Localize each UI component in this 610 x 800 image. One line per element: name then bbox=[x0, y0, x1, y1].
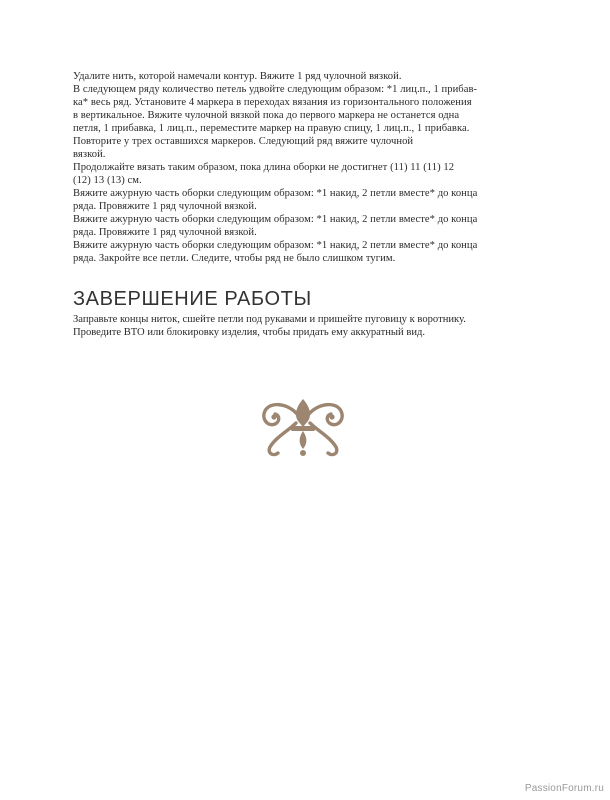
instruction-line: Вяжите ажурную часть оборки следующим образом: *1 накид, 2 петли вместе* до конца bbox=[73, 214, 478, 225]
instruction-line: вязкой. bbox=[73, 149, 106, 160]
instruction-line: Удалите нить, которой намечали контур. Вяжите 1 ряд чулочной вязкой. bbox=[73, 71, 402, 82]
finishing-line: Проведите ВТО или блокировку изделия, чтобы придать ему аккуратный вид. bbox=[73, 327, 426, 338]
fleur-de-lis-ornament-icon bbox=[258, 397, 348, 459]
instruction-line: Вяжите ажурную часть оборки следующим образом: *1 накид, 2 петли вместе* до конца bbox=[73, 188, 478, 199]
instruction-line: ряда. Провяжите 1 ряд чулочной вязкой. bbox=[73, 227, 257, 238]
instruction-line: Продолжайте вязать таким образом, пока длина оборки не достигнет (11) 11 (11) 12 bbox=[73, 162, 455, 173]
instruction-line: Вяжите ажурную часть оборки следующим образом: *1 накид, 2 петли вместе* до конца bbox=[73, 240, 478, 251]
instruction-line: (12) 13 (13) см. bbox=[73, 175, 142, 186]
instruction-line: в вертикальное. Вяжите чулочной вязкой пока до первого маркера не останется одна bbox=[73, 110, 460, 121]
instruction-line: Повторите у трех оставшихся маркеров. Следующий ряд вяжите чулочной bbox=[73, 136, 414, 147]
instruction-line: ка* весь ряд. Установите 4 маркера в переходах вязания из горизонтального положения bbox=[73, 97, 472, 108]
instruction-line: ряда. Закройте все петли. Следите, чтобы ряд не было слишком тугим. bbox=[73, 253, 396, 264]
instruction-line: В следующем ряду количество петель удвойте следующим образом: *1 лиц.п., 1 прибав- bbox=[73, 84, 478, 95]
finishing-line: Заправьте концы ниток, сшейте петли под рукавами и пришейте пуговицу к воротнику. bbox=[73, 314, 466, 325]
finishing-text bbox=[73, 313, 533, 339]
watermark: PassionForum.ru bbox=[524, 783, 604, 794]
instruction-line: ряда. Провяжите 1 ряд чулочной вязкой. bbox=[73, 201, 257, 212]
instruction-line: петля, 1 прибавка, 1 лиц.п., переместите маркер на правую спицу, 1 лиц.п., 1 прибавка. bbox=[73, 123, 470, 134]
instructions-text bbox=[73, 70, 518, 265]
section-heading-finishing: ЗАВЕРШЕНИЕ РАБОТЫ bbox=[73, 288, 312, 310]
